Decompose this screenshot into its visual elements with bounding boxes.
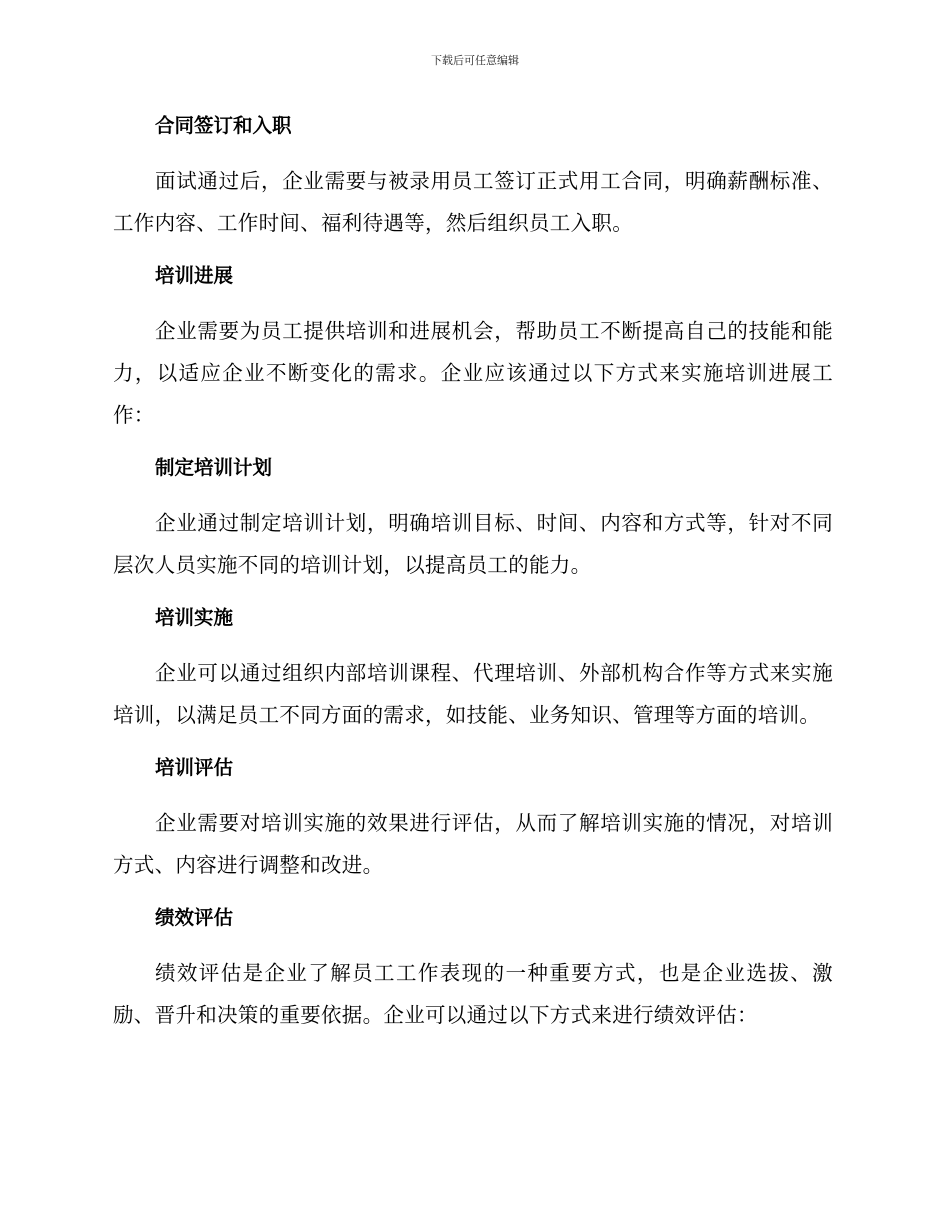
section-training-development	[113, 256, 833, 448]
section-heading: 合同签订和入职	[155, 114, 292, 137]
section-training-evaluation	[113, 748, 833, 898]
section-heading: 绩效评估	[155, 906, 234, 929]
section-paragraph: 面试通过后，企业需要与被录用员工签订正式用工合同，明确薪酬标准、工作内容、工作时间、福利待遇等，然后组织员工入职。	[113, 169, 833, 235]
section-training-plan	[113, 448, 833, 598]
section-paragraph: 企业需要对培训实施的效果进行评估，从而了解培训实施的情况，对培训方式、内容进行调整和改进。	[113, 811, 833, 877]
section-heading: 制定培训计划	[155, 456, 273, 479]
section-paragraph: 企业可以通过组织内部培训课程、代理培训、外部机构合作等方式来实施培训，以满足员工不同方面的需求，如技能、业务知识、管理等方面的培训。	[113, 661, 833, 727]
document-body	[113, 106, 833, 1036]
section-paragraph: 企业通过制定培训计划，明确培训目标、时间、内容和方式等，针对不同层次人员实施不同的培训计划，以提高员工的能力。	[113, 511, 833, 577]
section-paragraph: 绩效评估是企业了解员工工作表现的一种重要方式，也是企业选拔、激励、晋升和决策的重要依据。企业可以通过以下方式来进行绩效评估：	[113, 961, 833, 1027]
section-heading: 培训进展	[155, 264, 234, 287]
page-header-note: 下载后可任意编辑	[431, 54, 519, 67]
section-heading: 培训评估	[155, 756, 234, 779]
section-paragraph: 企业需要为员工提供培训和进展机会，帮助员工不断提高自己的技能和能力，以适应企业不断变化的需求。企业应该通过以下方式来实施培训进展工作：	[113, 319, 833, 427]
section-heading: 培训实施	[155, 606, 234, 629]
section-contract-onboarding	[113, 106, 833, 256]
section-training-implementation	[113, 598, 833, 748]
section-performance-evaluation	[113, 898, 833, 1036]
